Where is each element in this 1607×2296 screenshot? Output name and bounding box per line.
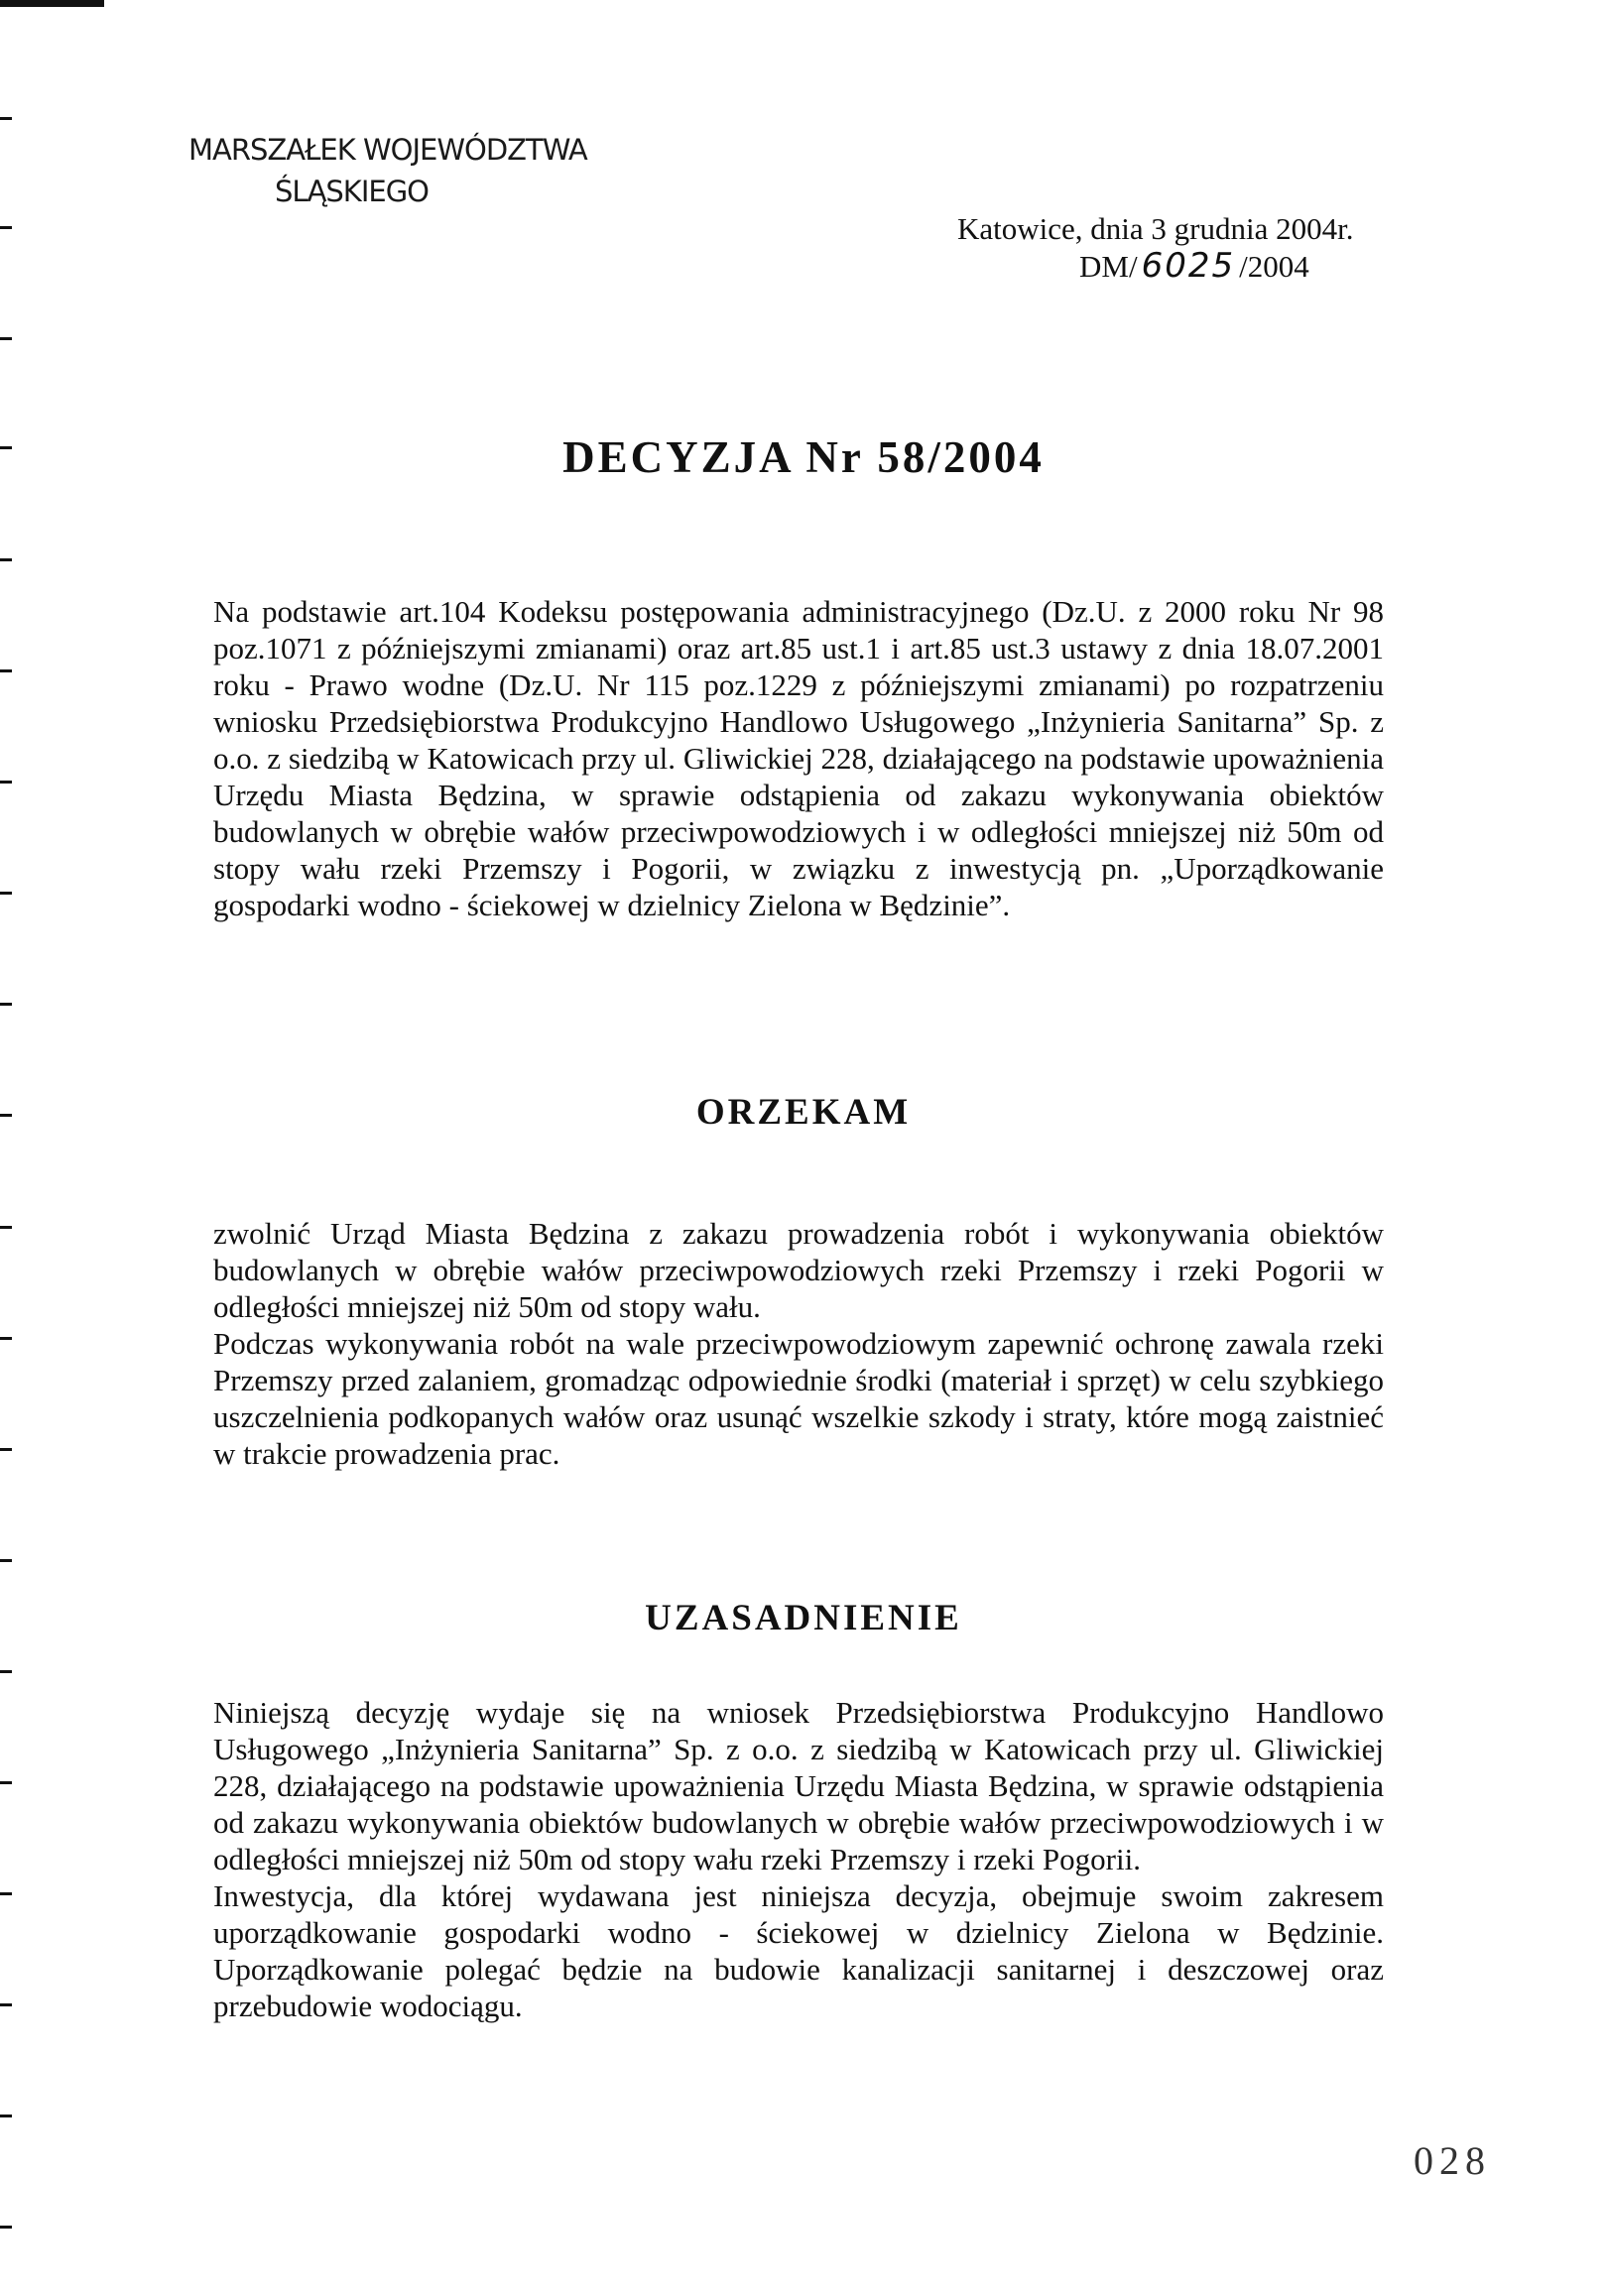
decision-block — [213, 1215, 1384, 1472]
letterhead-line1: MARSZAŁEK WOJEWÓDZTWA — [188, 133, 587, 167]
decision-paragraph: zwolnić Urząd Miasta Będzina z zakazu prowadzenia robót i wykonywania obiektów budowlanych w obrębie wałów przeciwpowodziowych rzeki Przemszy i rzeki Pogorii w odległości mniejszej niż 50m od stopy wału. — [213, 1216, 1384, 1324]
document-title: DECYZJA Nr 58/2004 — [562, 432, 1045, 482]
justification-paragraph: Inwestycja, dla której wydawana jest niniejsza decyzja, obejmuje swoim zakresem uporządkowanie gospodarki wodno - ściekowej w dzielnicy Zielona w Będzinie. Uporządkowanie polegać będzie na budowie kanalizacji sanitarnej i deszczowej oraz przebudowie wodociągu. — [213, 1878, 1384, 2023]
letterhead-line2: ŚLĄSKIEGO — [275, 175, 430, 208]
place-date: Katowice, dnia 3 grudnia 2004r. — [957, 211, 1354, 246]
reference-number — [1079, 246, 1309, 287]
letterhead — [188, 129, 587, 212]
reference-prefix: DM/ — [1079, 249, 1138, 284]
intro-text: Na podstawie art.104 Kodeksu postępowania administracyjnego (Dz.U. z 2000 roku Nr 98 poz.1071 z późniejszymi zmianami) oraz art.85 ust.1 i art.85 ust.3 ustawy z dnia 18.07.2001 roku - Prawo wodne (Dz.U. Nr 115 poz.1229 z późniejszymi zmianami) po rozpatrzeniu wniosku Przedsiębiorstwa Produkcyjno Handlowo Usługowego „Inżynieria Sanitarna” Sp. z o.o. z siedzibą w Katowicach przy ul. Gliwickiej 228, działającego na podstawie upoważnienia Urzędu Miasta Będzina, w sprawie odstąpienia od zakazu wykonywania obiektów budowlanych w obrębie wałów przeciwpowodziowych i w odległości mniejszej niż 50m od stopy wału rzeki Przemszy i Pogorii, w związku z inwestycją pn. „Uporządkowanie gospodarki wodno - ściekowej w dzielnicy Zielona w Będzinie”. — [213, 594, 1384, 922]
intro-paragraph — [213, 593, 1384, 923]
section-heading-orzekam: ORZEKAM — [695, 1092, 912, 1133]
scan-edge-mark — [0, 0, 104, 7]
page-number: 028 — [1414, 2138, 1491, 2183]
decision-paragraph: Podczas wykonywania robót na wale przeciwpowodziowym zapewnić ochronę zawala rzeki Przemszy przed zalaniem, gromadząc odpowiednie środki (materiał i sprzęt) w celu szybkiego uszczelnienia podkopanych wałów oraz usunąć wszelkie szkody i straty, które mogą zaistnieć w trakcie prowadzenia prac. — [213, 1326, 1384, 1471]
justification-paragraph: Niniejszą decyzję wydaje się na wniosek Przedsiębiorstwa Produkcyjno Handlowo Usługowego „Inżynieria Sanitarna” Sp. z o.o. z siedzibą w Katowicach przy ul. Gliwickiej 228, działającego na podstawie upoważnienia Urzędu Miasta Będzina, w sprawie odstąpienia od zakazu wykonywania obiektów budowlanych w obrębie wałów przeciwpowodziowych i w odległości mniejszej niż 50m od stopy wału rzeki Przemszy i rzeki Pogorii. — [213, 1695, 1384, 1876]
section-heading-uzasadnienie: UZASADNIENIE — [645, 1598, 962, 1638]
reference-suffix: /2004 — [1239, 249, 1309, 284]
justification-block — [213, 1694, 1384, 2024]
reference-handwritten-number: 6025 — [1141, 246, 1236, 286]
